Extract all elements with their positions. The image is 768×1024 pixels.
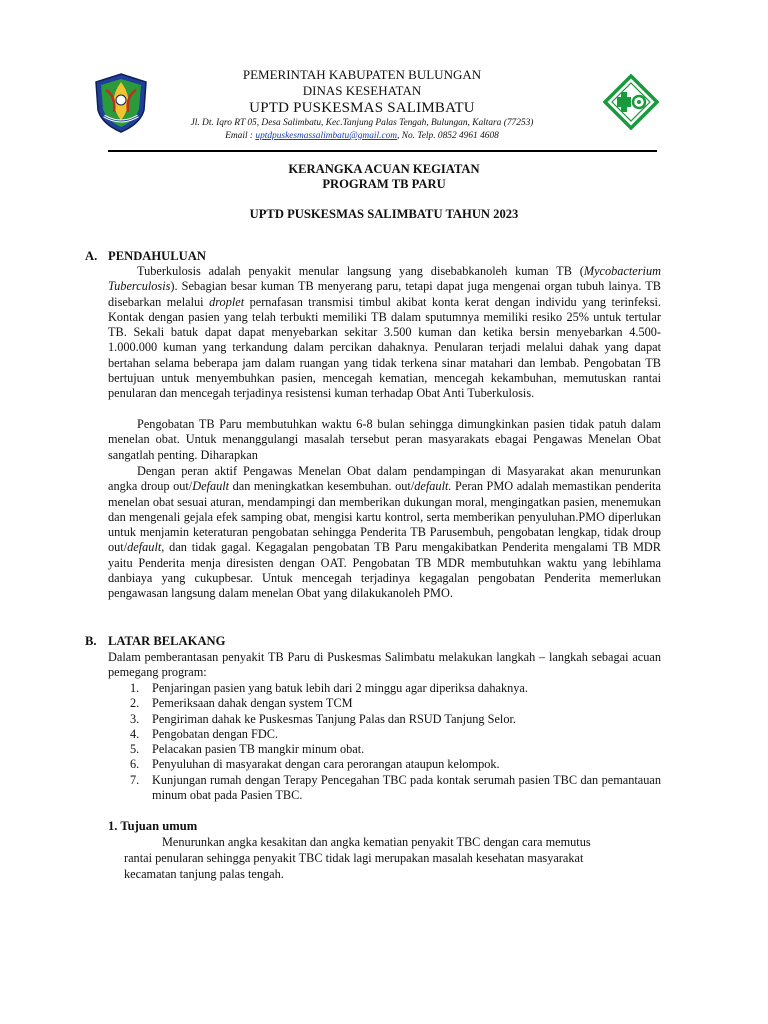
tujuan-umum-line-1: Menurunkan angka kesakitan dan angka kematian penyakit TBC dengan cara memutus (162, 835, 591, 849)
list-item (108, 727, 661, 742)
list-item-text: Pemeriksaan dahak dengan system TCM (152, 696, 353, 711)
email-prefix: Email : (225, 131, 256, 141)
list-item-text: Pengobatan dengan FDC. (152, 726, 279, 741)
steps-list (108, 681, 661, 803)
section-b-number: B. (85, 634, 97, 648)
p3-text-a: Dengan peran aktif Pengawas Menelan Obat dalam pendampingan di Masyarakat akan menurunkan angka droup out/ (108, 464, 661, 494)
section-b-title: LATAR BELAKANG (108, 634, 226, 648)
list-item (108, 773, 661, 804)
list-item (108, 712, 661, 727)
list-item-text: Penyuluhan di masyarakat dengan cara perorangan ataupun kelompok. (152, 757, 500, 772)
p1-text-c: pernafasan transmisi timbul akibat konta kerat dengan individu yang terinfeksi. Kontak dengan pasien yang telah terbukti memiliki TB dalam sputumnya memiliki resiko 25% untuk tertular TB. Sekali batuk dapat dapat menyebarkan sekitar 3.500 kuman dan ketika bersin menyebarkan 4.500-1.000.000 kuman yang terkandung dalam percikan dahaknya. Penularan terjadi melalui dahak yang dapat bertahan selama beberapa jam dalam ruangan yang tidak terkena sinar matahari dan lembab. Pengobatan TB bertujuan untuk menyembuhkan pasien, mencegah kematian, mencegah kekambuhan, memutuskan rantai penularan dan mencegah terjadinya resistensi kuman terhadap Obat Anti Tuberkulosis. (108, 294, 661, 401)
list-item (108, 757, 661, 772)
tujuan-umum-line-3: kecamatan tanjung palas tengah. (124, 867, 284, 881)
p3-italic-2: default. (414, 479, 452, 494)
section-a-title: PENDAHULUAN (108, 249, 206, 263)
paragraph-pendahuluan-3 (108, 464, 661, 602)
phone-number: , No. Telp. 0852 4961 4608 (397, 131, 499, 141)
kabupaten-bulungan-emblem-icon (92, 72, 150, 134)
section-a-heading (85, 249, 206, 264)
header-line-government: PEMERINTAH KABUPATEN BULUNGAN (242, 67, 482, 82)
p3-text-d: , dan tidak gagal. Kegagalan pengobatan TB Paru mengakibatkan Penderita mengalami TB MDR yaitu Penderita menja diresisten dengan OAT. Pengobatan TB MDR membutuhkan waktu yang lebihlama danbiaya yang cukupbesar. Untuk mencegah terjadinya kegagalan pengobatan Penderita memerlukan pengawasan langsung dalam menelan Obat yang dilakukanoleh PMO. (108, 540, 661, 601)
p1-italic-species: Mycobacterium Tuberculosis (108, 264, 661, 294)
list-item (108, 681, 661, 696)
list-item (108, 742, 661, 757)
document-subtitle: PROGRAM TB PARU (322, 177, 446, 191)
document-title: KERANGKA ACUAN KEGIATAN (288, 162, 480, 176)
section-b-heading (85, 634, 225, 649)
list-item-number: 2. (130, 696, 140, 711)
p3-text-b: dan meningkatkan kesembuhan. out/ (229, 479, 415, 494)
list-item-number: 6. (130, 757, 140, 772)
list-item-text: Pelacakan pasien TB mangkir minum obat. (152, 742, 365, 757)
header-address: Jl. Dt. Iqro RT 05, Desa Salimbatu, Kec.Tanjung Palas Tengah, Bulungan, Kaltara (77253) (190, 118, 534, 128)
list-item (108, 696, 661, 711)
p1-text-b: ). Sebagian besar kuman TB menyerang paru, tetapi dapat juga mengenai organ tubuh lainya. TB disebarkan melalui (108, 279, 661, 309)
p3-italic-3: default (127, 540, 162, 555)
p1-text-a: Tuberkulosis adalah penyakit menular langsung yang disebabkanoleh kuman TB ( (137, 264, 584, 278)
tujuan-umum-line-2: rantai penularan sehingga penyakit TBC tidak lagi merupakan masalah kesehatan masyarakat (124, 851, 584, 865)
list-item-number: 5. (130, 742, 140, 757)
header-line-department: DINAS KESEHATAN (302, 83, 422, 98)
header-line-institution: UPTD PUSKESMAS SALIMBATU (249, 100, 475, 116)
list-item-text: Kunjungan rumah dengan Terapy Pencegahan TBC pada kontak serumah pasien TBC dan pemantauan minum obat pada Pasien TBC. (152, 772, 661, 803)
puskesmas-logo-icon (603, 74, 659, 130)
section-a-number: A. (85, 249, 98, 263)
letterhead-divider (108, 150, 657, 152)
list-item-text: Penjaringan pasien yang batuk lebih dari 2 minggu agar diperiksa dahaknya. (152, 681, 528, 695)
paragraph-latar-belakang-intro: Dalam pemberantasan penyakit TB Paru di Puskesmas Salimbatu melakukan langkah – langkah sebagai acuan pemegang program: (108, 650, 661, 680)
letterhead (170, 67, 554, 143)
list-item-number: 1. (130, 681, 140, 695)
document-unit-year: UPTD PUSKESMAS SALIMBATU TAHUN 2023 (249, 207, 519, 221)
paragraph-pendahuluan-1 (108, 264, 661, 402)
p3-text-c: Peran PMO adalah memastikan penderita menelan obat sesuai aturan, mendampingi dan memberikan dukungan moral, mengingatkan pasien, menemukan dan mengenali gejala efek samping obat, mengisi kartu kontrol, serta memberikan penyuluhan.PMO diperlukan untuk menjamin keteraturan pengobatan sehingga Penderita TB Parusembuh, pengobatan lengkap, tidak droup out/ (108, 479, 661, 555)
list-item-number: 4. (130, 726, 140, 741)
email-link[interactable]: uptdpuskesmassalimbatu@gmail.com (255, 131, 398, 141)
p1-italic-droplet: droplet (209, 294, 245, 309)
tujuan-umum-heading: 1. Tujuan umum (108, 819, 198, 833)
p3-italic-1: Default (192, 479, 230, 494)
paragraph-pendahuluan-2: Pengobatan TB Paru membutuhkan waktu 6-8 bulan sehingga dimungkinkan pasien tidak patuh dalam menelan obat. Untuk menanggulangi masalah tersebut peran masyarakats ebagai Pengawas Menelan Obat sangatlah penting. Diharapkan (108, 417, 661, 462)
list-item-number: 7. (130, 772, 140, 787)
list-item-text: Pengiriman dahak ke Puskesmas Tanjung Palas dan RSUD Tanjung Selor. (152, 711, 516, 726)
list-item-number: 3. (130, 711, 140, 726)
header-contact (170, 130, 554, 143)
